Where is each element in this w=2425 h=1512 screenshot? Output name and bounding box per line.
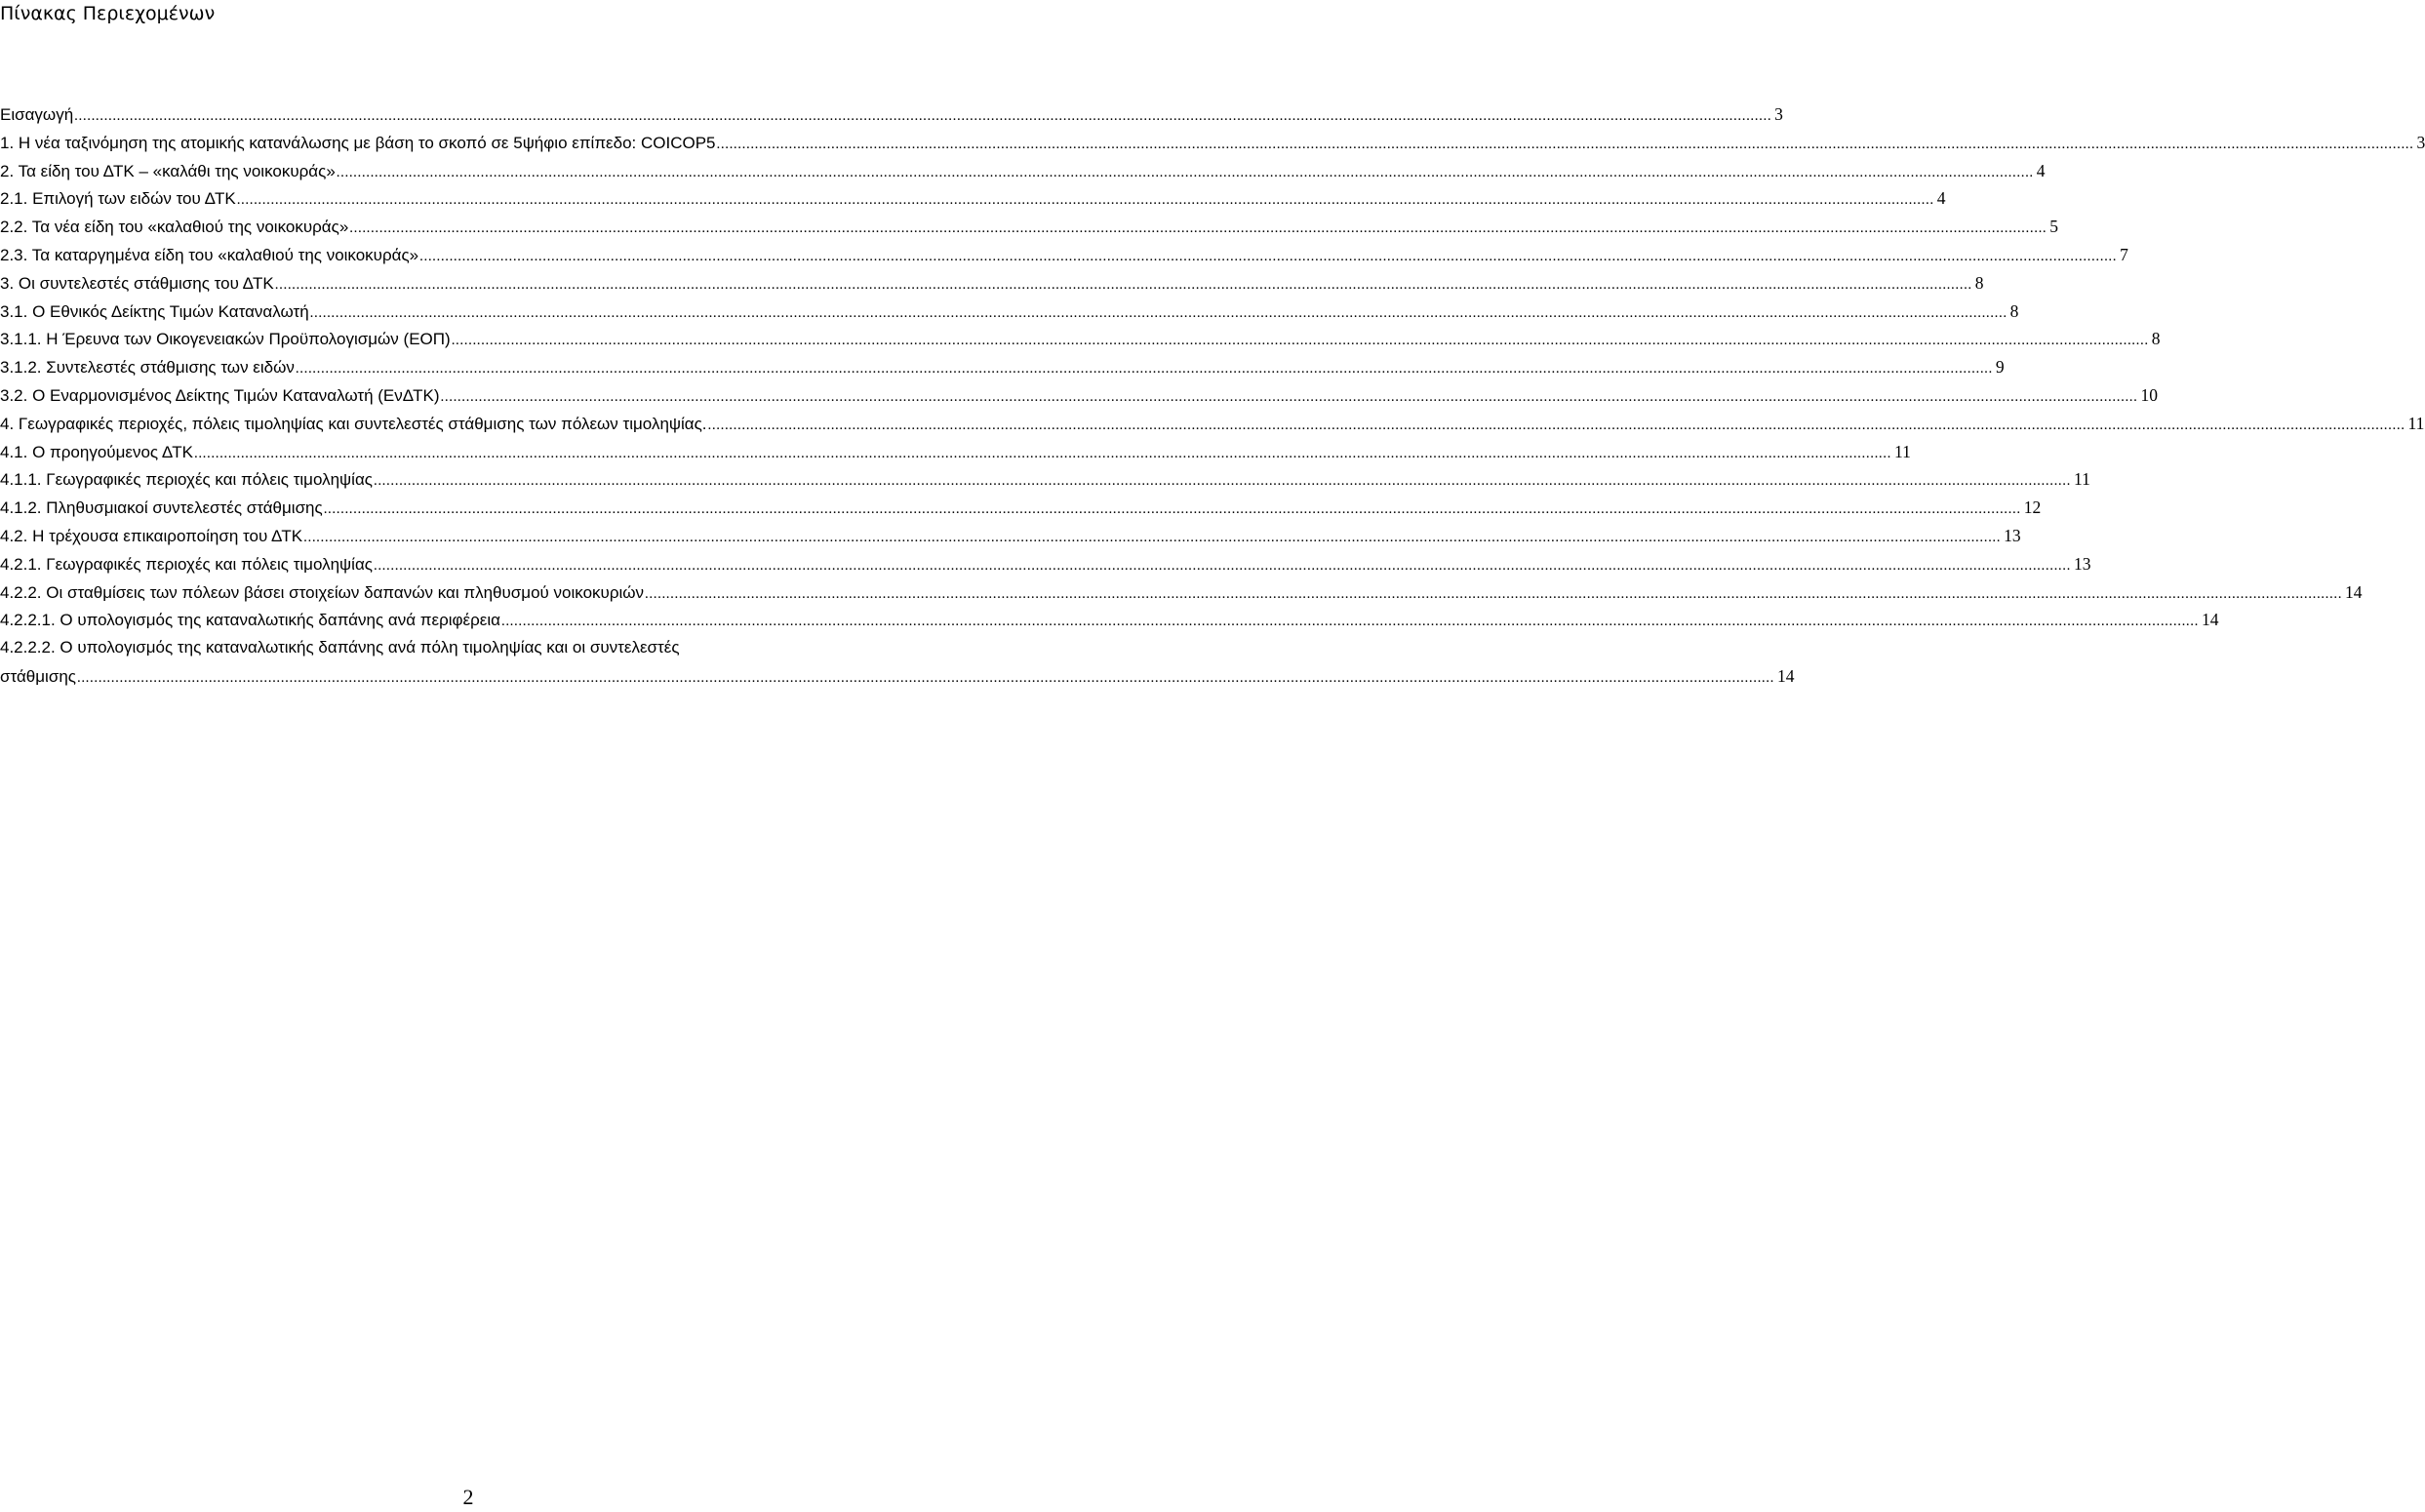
toc-entry-text: 4.1.2. Πληθυσμιακοί συντελεστές στάθμισης [0, 498, 323, 518]
dot-leader: ................................................................................................................................................................................................................................................................................................................................................................................................................ [451, 333, 2149, 349]
toc-entry-2-3[interactable] [0, 241, 2128, 269]
dot-leader: ................................................................................................................................................................................................................................................................................................................................................................................................................ [707, 417, 2405, 433]
toc-page-number: 11 [1893, 441, 1911, 461]
dot-leader: ................................................................................................................................................................................................................................................................................................................................................................................................................ [76, 669, 1774, 686]
toc-entry-text: 4.1. Ο προηγούμενος ΔΤΚ [0, 442, 193, 461]
toc-page-number: 8 [1974, 272, 1984, 293]
toc-entry-3-1-1[interactable] [0, 325, 2161, 353]
toc-page-number: 4 [1936, 188, 1946, 209]
toc-entry-2-1[interactable] [0, 184, 1946, 213]
toc-entry-text: 4.2.1. Γεωγραφικές περιοχές και πόλεις τιμοληψίας [0, 554, 373, 574]
toc-heading: Πίνακας Περιεχομένων [0, 3, 216, 24]
toc-page-number: 11 [2407, 413, 2425, 433]
toc-entry-2-2[interactable] [0, 213, 2059, 241]
dot-leader: ................................................................................................................................................................................................................................................................................................................................................................................................................ [645, 585, 2343, 602]
toc-page-number: 5 [2049, 217, 2059, 237]
dot-leader: ................................................................................................................................................................................................................................................................................................................................................................................................................ [236, 192, 1934, 209]
toc-page-number: 4 [2036, 160, 2046, 180]
toc-entry-text: 2.3. Τα καταργημένα είδη του «καλαθιού της νοικοκυράς» [0, 245, 419, 264]
dot-leader: ................................................................................................................................................................................................................................................................................................................................................................................................................ [419, 248, 2118, 264]
toc-entry-continuation [0, 662, 1795, 691]
toc-entry-text: 2. Τα είδη του ΔΤΚ – «καλάθι της νοικοκυράς» [0, 161, 336, 180]
toc-entry-text: 4.2. Η τρέχουσα επικαιροποίηση του ΔΤΚ [0, 526, 303, 545]
toc-entry-text: 2.2. Τα νέα είδη του «καλαθιού της νοικοκυράς» [0, 218, 349, 237]
toc-page-number: 3 [1774, 104, 1783, 124]
toc-entry-4-1[interactable] [0, 438, 1911, 466]
dot-leader: ................................................................................................................................................................................................................................................................................................................................................................................................................ [373, 473, 2071, 490]
toc-entry-3-2[interactable] [0, 381, 2159, 410]
toc-entry-3-1-2[interactable] [0, 353, 2005, 381]
toc-entry-text: 3.2. Ο Εναρμονισμένος Δείκτης Τιμών Καταναλωτή (ΕνΔΤΚ) [0, 385, 440, 405]
toc-entry-text: 2.1. Επιλογή των ειδών του ΔΤΚ [0, 189, 236, 209]
toc-entry-text: 4.2.2.1. Ο υπολογισμός της καταναλωτικής δαπάνης ανά περιφέρεια [0, 611, 500, 630]
toc-page-number: 13 [2004, 525, 2021, 545]
dot-leader: ................................................................................................................................................................................................................................................................................................................................................................................................................ [274, 276, 1972, 293]
toc-entry-3-1[interactable] [0, 298, 2019, 326]
toc-page-number: 10 [2140, 384, 2159, 405]
toc-entry-text: 1. Η νέα ταξινόμηση της ατομικής κατανάλωσης με βάση το σκοπό σε 5ψήφιο επίπεδο: COICOP5 [0, 133, 716, 152]
toc-entry-4-2-2-2[interactable] [0, 634, 1795, 691]
toc-page-number: 14 [2201, 610, 2219, 630]
toc-page-number: 7 [2120, 244, 2128, 264]
toc-entry-text: 4.2.2. Οι σταθμίσεις των πόλεων βάσει στοιχείων δαπανών και πληθυσμού νοικοκυριών [0, 582, 645, 602]
toc-page-number: 14 [2345, 581, 2363, 602]
dot-leader: ................................................................................................................................................................................................................................................................................................................................................................................................................ [716, 136, 2414, 152]
toc-entry-4-2[interactable] [0, 522, 2021, 550]
toc-page-number: 8 [2151, 329, 2161, 349]
toc-entry-text: 3.1. Ο Εθνικός Δείκτης Τιμών Καταναλωτή [0, 301, 309, 321]
toc-entry-1[interactable] [0, 129, 2425, 157]
toc-entry-4-2-1[interactable] [0, 550, 2091, 578]
dot-leader: ................................................................................................................................................................................................................................................................................................................................................................................................................ [349, 220, 2047, 237]
toc-page-number: 13 [2073, 553, 2091, 574]
toc-entry-4-1-1[interactable] [0, 465, 2090, 494]
toc-entry-4-2-2-1[interactable] [0, 606, 2219, 634]
dot-leader: ................................................................................................................................................................................................................................................................................................................................................................................................................ [295, 361, 1993, 378]
dot-leader: ................................................................................................................................................................................................................................................................................................................................................................................................................ [500, 614, 2199, 630]
toc-entry-introduction[interactable] [0, 100, 1783, 129]
toc-entry-text: 3.1.2. Συντελεστές στάθμισης των ειδών [0, 358, 295, 378]
dot-leader: ................................................................................................................................................................................................................................................................................................................................................................................................................ [336, 164, 2034, 180]
toc-entry-text: 4.2.2.2. Ο υπολογισμός της καταναλωτικής δαπάνης ανά πόλη τιμοληψίας και οι συντελεστές [0, 638, 680, 657]
dot-leader: ................................................................................................................................................................................................................................................................................................................................................................................................................ [309, 304, 2008, 321]
toc-entry-3[interactable] [0, 269, 1984, 298]
toc-entry-text: 3. Οι συντελεστές στάθμισης του ΔΤΚ [0, 273, 274, 293]
dot-leader: ................................................................................................................................................................................................................................................................................................................................................................................................................ [74, 108, 1772, 124]
dot-leader: ................................................................................................................................................................................................................................................................................................................................................................................................................ [440, 388, 2138, 405]
dot-leader: ................................................................................................................................................................................................................................................................................................................................................................................................................ [373, 557, 2071, 574]
toc-page-number: 12 [2023, 497, 2042, 518]
toc-entry-text: 4.1.1. Γεωγραφικές περιοχές και πόλεις τιμοληψίας [0, 470, 373, 490]
dot-leader: ................................................................................................................................................................................................................................................................................................................................................................................................................ [303, 529, 2002, 545]
toc-entry-text: Εισαγωγή [0, 105, 74, 124]
toc-entry-text: 4. Γεωγραφικές περιοχές, πόλεις τιμοληψίας και συντελεστές στάθμισης των πόλεων τιμοληψίας. [0, 414, 707, 433]
toc-entry-text: 3.1.1. Η Έρευνα των Οικογενειακών Προϋπολογισμών (ΕΟΠ) [0, 330, 451, 349]
toc-entry-4-2-2[interactable] [0, 578, 2363, 607]
toc-entry-2[interactable] [0, 157, 2046, 185]
toc-entry-4[interactable] [0, 410, 2425, 438]
toc-page-number: 3 [2416, 132, 2425, 152]
toc-entry-text-continued: στάθμισης [0, 666, 76, 686]
dot-leader: ................................................................................................................................................................................................................................................................................................................................................................................................................ [193, 445, 1891, 461]
toc-page-number: 8 [2009, 300, 2019, 321]
toc-page-number: 9 [1995, 357, 2005, 378]
toc-entry-4-1-2[interactable] [0, 494, 2042, 522]
toc-list [0, 100, 2425, 691]
footer-page-number: 2 [462, 1485, 474, 1509]
toc-page-number: 14 [1776, 665, 1795, 686]
toc-page-number: 11 [2073, 469, 2090, 490]
dot-leader: ................................................................................................................................................................................................................................................................................................................................................................................................................ [323, 501, 2021, 518]
